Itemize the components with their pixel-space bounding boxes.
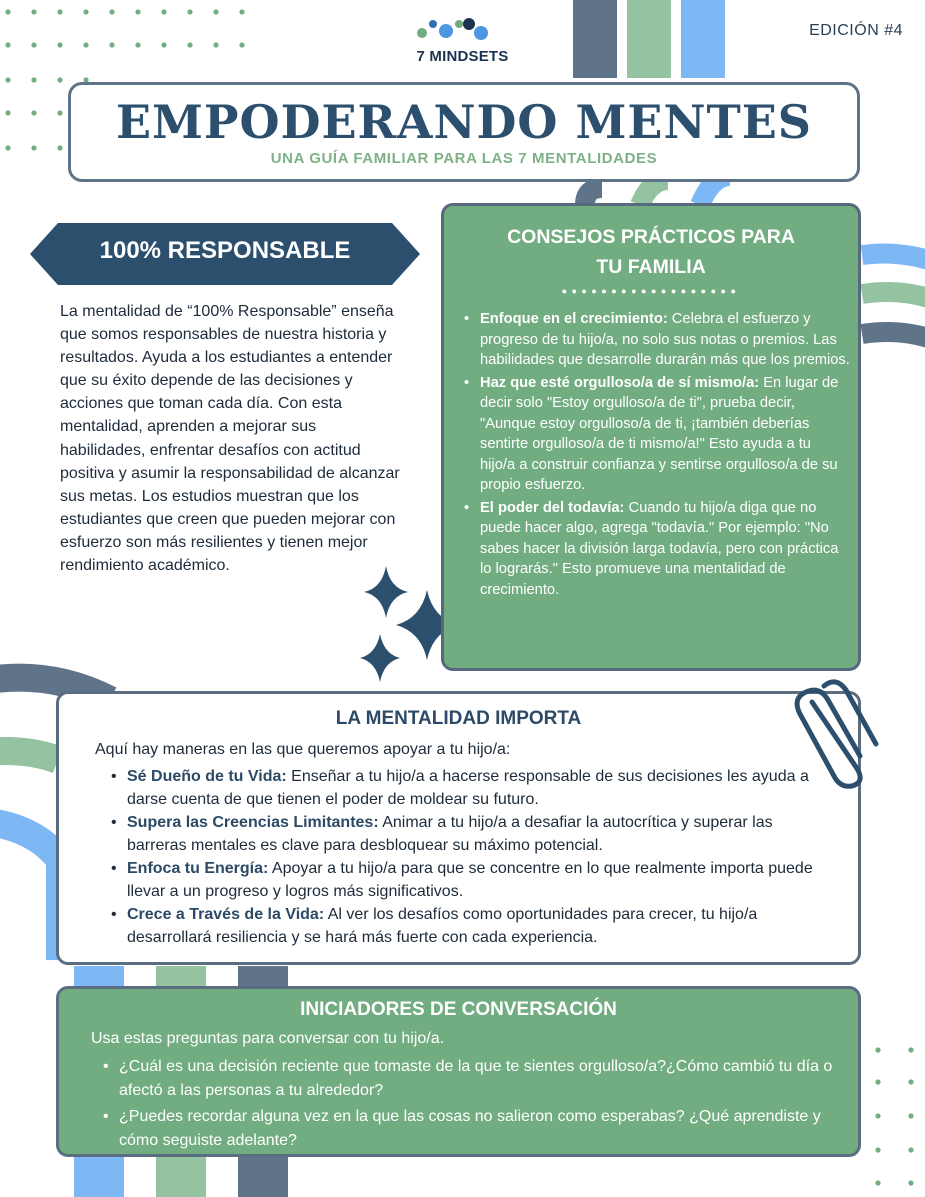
list-item [458,309,850,371]
item-label: Sé Dueño de tu Vida: [127,768,287,785]
arcs-right [862,254,925,340]
list-item [458,373,850,496]
tips-title: CONSEJOS PRÁCTICOS PARA TU FAMILIA [507,226,795,278]
conversation-title: INICIADORES DE CONVERSACIÓN [300,999,617,1020]
tip-text: Cuando tu hijo/a diga que no puede hacer algo, agrega "todavía." Por ejemplo: "No sabes hacer la división larga todavía, pero con práctica lo lograrás." Esto promueve una mentalidad de crecimiento. [480,499,839,598]
dot-grid-bottom-right [875,1047,913,1185]
brand-logo-text: 7 MINDSETS [416,48,509,65]
conversation-intro: Usa estas preguntas para conversar con tu hijo/a. [91,1030,445,1047]
item-text: Enseñar a tu hijo/a a hacerse responsable de sus decisiones les ayuda a darse cuenta de que tienen el poder de moldear su futuro. [127,768,809,808]
list-item: • ¿Puedes recordar alguna vez en la que las cosas no salieron como esperabas? ¿Qué aprendiste y cómo seguiste adelante? [97,1105,837,1152]
mindset-matters-title: LA MENTALIDAD IMPORTA [335,708,582,729]
page-subtitle: UNA GUÍA FAMILIAR PARA LAS 7 MENTALIDADES [270,150,658,167]
page-title: EMPODERANDO MENTES [115,95,813,149]
conversation-list [97,1055,837,1155]
list-item [105,765,835,811]
stripes-top-right [573,0,725,78]
mindset-matters-list [105,765,835,949]
mindset-description: La mentalidad de “100% Responsable” enseña que somos responsables de nuestra historia y resultados. Ayuda a los estudiantes a entender que su éxito depende de las decisiones y acciones que toman cada día. Con esta mentalidad, aprenden a mejorar sus habilidades, enfrentar desafíos con actitud positiva y asumir la responsabilidad de alcanzar sus metas. Los estudios muestran que los estudiantes que creen que pueden mejorar con esfuerzo son más resilientes y tienen mejor rendimiento académico. [60,303,400,575]
item-text: Animar a tu hijo/a a desafiar la autocrítica y superar las barreras mentales es clave para desbloquear su máximo potencial. [127,814,773,854]
mindset-matters-panel [56,691,861,965]
list-item [458,498,850,601]
tip-label: El poder del todavía: [480,499,625,516]
tip-text: Celebra el esfuerzo y progreso de tu hijo/a, no solo sus notas o premios. Las habilidades que desarrolle durarán más que los premios. [480,311,850,368]
tip-text: En lugar de decir solo "Estoy orgulloso/a de ti", prueba decir, "Aunque estoy orgulloso/a de ti, ¡también deberías sentirte orgulloso/a de ti mismo/a!" Esto ayuda a tu hijo/a a construir confianza y sentirse orgulloso/a de su propio esfuerzo. [480,374,839,493]
tip-label: Enfoque en el crecimiento: [480,311,668,327]
dotted-divider: ●●●●●●●●●●●●●●●●●● [561,286,741,296]
item-label: Crece a Través de la Vida: [127,906,325,923]
item-text: Apoyar a tu hijo/a para que se concentre en lo que realmente importa puede llevar a un progreso y logros más significativos. [127,860,813,900]
edition-label: EDICIÓN #4 [809,22,903,39]
logo-dots-icon [417,18,488,40]
list-item: • ¿Cuál es una decisión reciente que tomaste de la que te sientes orgulloso/a?¿Cómo cambió tu día o afectó a las personas a tu alrededor? [97,1055,837,1102]
list-item [105,811,835,857]
mindset-ribbon-label: 100% RESPONSABLE [99,237,351,264]
list-item [105,857,835,903]
tips-panel [441,203,861,671]
tip-label: Haz que esté orgulloso/a de sí mismo/a: [480,374,760,391]
item-text: Al ver los desafíos como oportunidades para crecer, tu hijo/a desarrollará resiliencia y se hará más fuerte con cada experiencia. [127,906,758,946]
paperclip-icon [790,672,885,792]
mindset-matters-intro: Aquí hay maneras en las que queremos apoyar a tu hijo/a: [95,741,511,758]
title-banner [68,82,860,182]
conversation-panel [56,986,861,1157]
list-item [105,903,835,949]
item-label: Enfoca tu Energía: [127,860,269,877]
tips-list [458,309,850,602]
item-label: Supera las Creencias Limitantes: [127,814,379,831]
